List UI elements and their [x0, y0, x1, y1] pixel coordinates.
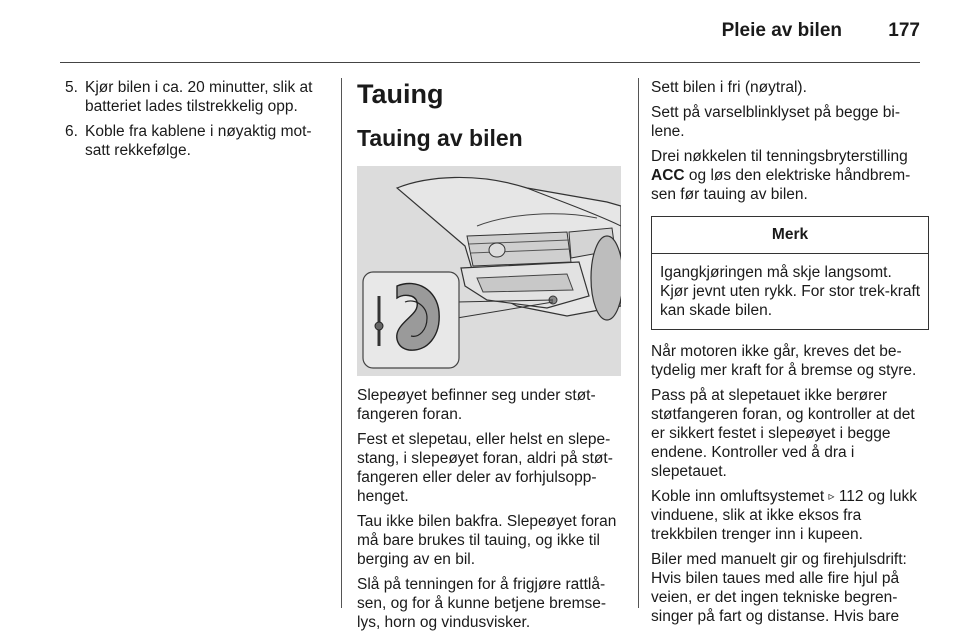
page-ref-arrow-icon: ▹	[828, 489, 835, 503]
list-text: Kjør bilen i ca. 20 minutter, slik at batteriet lades tilstrekkelig opp.	[85, 79, 313, 115]
page-header	[0, 0, 960, 64]
list-item	[65, 122, 327, 160]
left-column	[65, 78, 327, 166]
subheading-towing-car: Tauing av bilen	[357, 125, 523, 151]
paragraph: Slepeøyet befinner seg under støt-fangeren foran.	[357, 387, 596, 423]
note-body	[652, 254, 928, 329]
heading-towing: Tauing	[357, 79, 444, 109]
car-front-drawing	[357, 166, 621, 376]
paragraph	[651, 147, 923, 204]
paragraph: Når motoren ikke går, kreves det be-tydelig mer kraft for å bremse og styre.	[651, 343, 917, 379]
column-divider	[638, 78, 639, 608]
right-column	[651, 78, 923, 632]
list-text: Koble fra kablene i nøyaktig mot-satt rekkefølge.	[85, 123, 312, 159]
middle-column	[357, 78, 625, 638]
column-divider	[341, 78, 342, 608]
paragraph: Fest et slepetau, eller helst en slepe-stang, i slepeøyet foran, aldri på støt-fangeren eller deler av forhjulsopp-henget.	[357, 431, 613, 505]
page-number: 177	[888, 20, 920, 41]
paragraph-text: og løs den elektriske håndbrem-sen før tauing av bilen.	[651, 167, 911, 203]
paragraph: Pass på at slepetauet ikke berører støtfangeren foran, og kontroller at det er sikkert festet i slepeøyet i begge endene. Kontroller ved å dra i slepetauet.	[651, 387, 915, 480]
note-box	[651, 216, 929, 330]
paragraph-text: Koble inn omluftsystemet	[651, 488, 825, 505]
note-title: Merk	[652, 217, 928, 254]
header-rule	[60, 62, 920, 63]
list-item	[65, 78, 327, 116]
paragraph-text: Drei nøkkelen til tenningsbryterstilling	[651, 148, 908, 165]
list-number: 6.	[65, 123, 78, 140]
paragraph: Slå på tenningen for å frigjøre rattlå-sen, og for å kunne betjene bremse-lys, horn og vindusvisker.	[357, 576, 607, 631]
towing-eye-illustration	[357, 166, 621, 376]
paragraph: Tau ikke bilen bakfra. Slepeøyet foran må bare brukes til tauing, og ikke til berging av en bil.	[357, 513, 617, 568]
acc-label: ACC	[651, 167, 685, 184]
page-ref-number[interactable]: 112	[838, 488, 864, 505]
list-number: 5.	[65, 79, 78, 96]
paragraph: Biler med manuelt gir og firehjulsdrift: Hvis bilen taues med alle fire hjul på veien, er det ingen tekniske begren-singer på fart og distanse. Hvis bare	[651, 551, 907, 625]
paragraph: Sett bilen i fri (nøytral).	[651, 79, 807, 96]
paragraph-text: og lukk vinduene, slik at ikke eksos fra trekkbilen trenger inn i kupeen.	[651, 488, 917, 543]
paragraph	[651, 487, 923, 544]
section-title: Pleie av bilen	[721, 20, 842, 41]
paragraph: Sett på varselblinklyset på begge bi-lene.	[651, 104, 901, 140]
note-text: Igangkjøringen må skje langsomt. Kjør jevnt uten rykk. For stor trek-kraft kan skade bilen.	[660, 264, 921, 319]
